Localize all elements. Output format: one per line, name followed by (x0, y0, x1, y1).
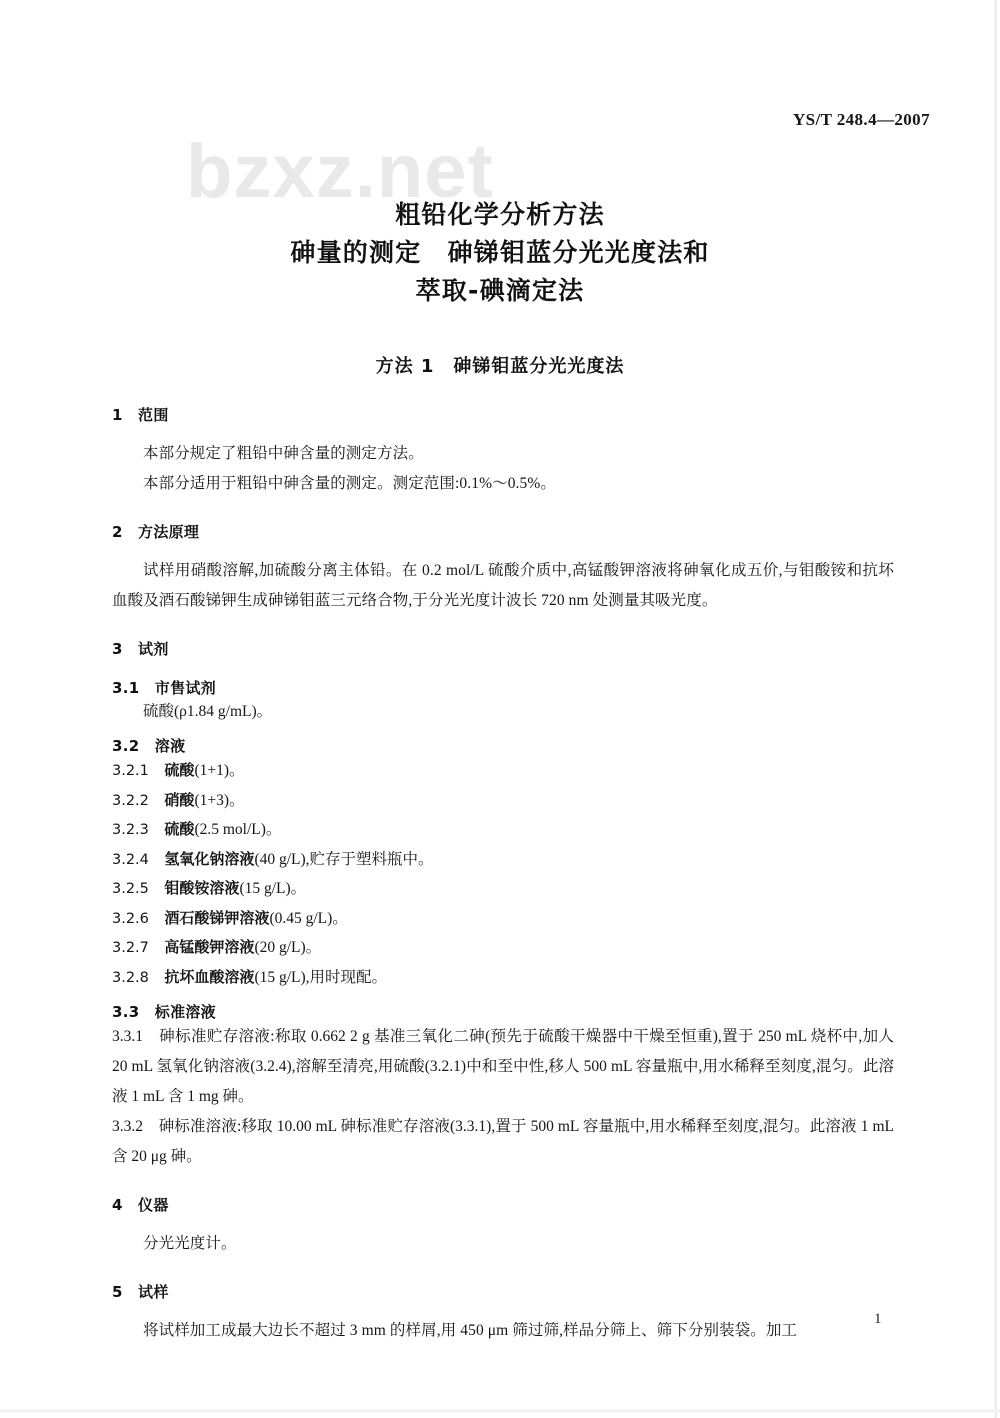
section-heading-3-1: 3.1 市售试剂 (112, 679, 216, 697)
reagent-item (112, 786, 894, 816)
reagent-detail: (1+3)。 (194, 791, 245, 809)
reagent-number: 3.2.8 (112, 969, 149, 986)
section-2-paragraph-1: 试样用硝酸溶解,加硫酸分离主体铅。在 0.2 mol/L 硫酸介质中,高锰酸钾溶液将砷氧化成五价,与钼酸铵和抗坏血酸及酒石酸锑钾生成砷锑钼蓝三元络合物,于分光光度计波长 720 nm 处测量其吸光度。 (112, 562, 894, 609)
reagent-detail: (15 g/L),用时现配。 (254, 968, 388, 986)
reagent-item (112, 815, 894, 845)
reagent-number: 3.2.5 (112, 881, 149, 897)
section-heading-3-3: 3.3 标准溶液 (112, 1003, 216, 1021)
reagent-detail: (1+1)。 (194, 762, 245, 779)
method-subtitle: 方法 1 砷锑钼蓝分光光度法 (375, 356, 625, 377)
reagent-name: 硝酸 (164, 790, 195, 809)
reagent-item (112, 874, 894, 904)
section-1-paragraph-1: 本部分规定了粗铅中砷含量的测定方法。 (143, 445, 424, 462)
section-5-paragraph-1: 将试样加工成最大边长不超过 3 mm 的样屑,用 450 μm 筛过筛,样品分筛上、筛下分别装袋。加工 (143, 1322, 798, 1339)
title-line-2: 砷量的测定 砷锑钼蓝分光光度法和 (290, 238, 710, 267)
reagent-number: 3.2.4 (112, 851, 149, 868)
section-3-3-2-paragraph: 3.3.2 砷标准溶液:移取 10.00 mL 砷标准贮存溶液(3.3.1),置于 500 mL 容量瓶中,用水稀释至刻度,混匀。此溶液 1 mL 含 20 μg 砷。 (112, 1118, 894, 1165)
section-4-paragraph-1: 分光光度计。 (143, 1235, 237, 1252)
title-line-1: 粗铅化学分析方法 (395, 200, 605, 229)
section-heading-1: 1 范围 (112, 406, 169, 424)
reagent-number: 3.2.2 (112, 792, 149, 809)
reagent-name: 酒石酸锑钾溶液 (164, 908, 270, 927)
reagent-item (112, 845, 894, 875)
watermark-bzxz: bzxz.net (186, 129, 494, 214)
reagent-number: 3.2.6 (112, 910, 149, 927)
reagent-name: 抗坏血酸溶液 (164, 967, 255, 986)
reagent-name: 钼酸铵溶液 (164, 879, 240, 897)
reagent-name: 高锰酸钾溶液 (164, 938, 255, 956)
standard-number: YS/T 248.4—2007 (793, 110, 930, 129)
reagent-number: 3.2.7 (112, 940, 149, 956)
page-number: 1 (874, 1311, 882, 1327)
section-heading-3: 3 试剂 (112, 640, 169, 658)
reagent-detail: (40 g/L),贮存于塑料瓶中。 (254, 850, 434, 868)
section-heading-2: 2 方法原理 (112, 523, 200, 541)
reagent-item (112, 933, 894, 963)
reagent-number: 3.2.3 (112, 822, 149, 838)
section-1-paragraph-2: 本部分适用于粗铅中砷含量的测定。测定范围:0.1%～0.5%。 (143, 475, 556, 492)
reagent-detail: (20 g/L)。 (254, 939, 322, 956)
section-3-3-1-paragraph: 3.3.1 砷标准贮存溶液:称取 0.662 2 g 基准三氧化二砷(预先于硫酸干燥器中干燥至恒重),置于 250 mL 烧杯中,加人 20 mL 氢氧化钠溶液(3.2.4),溶解至清亮,用硫酸(3.2.1)中和至中性,移人 500 mL 容量瓶中,用水稀释至刻度,混匀。此溶液 1 mL 含 1 mg 砷。 (112, 1028, 894, 1105)
title-line-3: 萃取-碘滴定法 (415, 276, 585, 305)
reagent-detail: (2.5 mol/L)。 (194, 821, 282, 838)
document-title (0, 196, 1000, 310)
reagent-name: 硫酸 (164, 761, 195, 779)
reagent-item (112, 963, 894, 993)
reagent-number: 3.2.1 (112, 763, 149, 779)
reagent-detail: (15 g/L)。 (239, 880, 307, 897)
reagent-item (112, 756, 894, 786)
section-3-1-body: 硫酸(ρ1.84 g/mL)。 (143, 703, 273, 720)
page-edge-bottom (0, 1409, 1000, 1412)
reagent-item (112, 904, 894, 934)
section-heading-5: 5 试样 (112, 1283, 169, 1301)
section-heading-3-2: 3.2 溶液 (112, 737, 186, 755)
reagent-name: 氢氧化钠溶液 (164, 849, 255, 868)
reagent-name: 硫酸 (164, 820, 195, 838)
document-body (112, 404, 894, 1346)
section-heading-4: 4 仪器 (112, 1196, 169, 1214)
reagent-detail: (0.45 g/L)。 (269, 909, 348, 927)
